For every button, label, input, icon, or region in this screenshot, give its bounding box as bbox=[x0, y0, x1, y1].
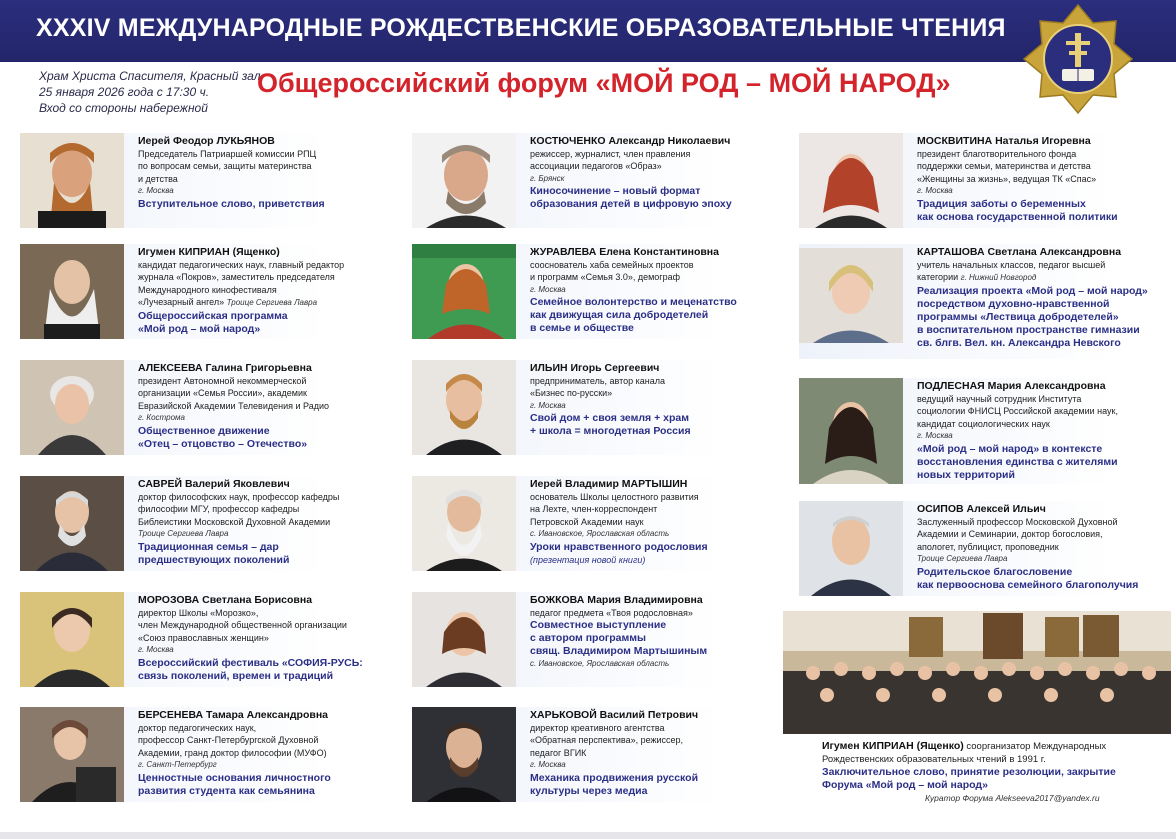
speaker-name: Иерей Владимир МАРТЫШИН bbox=[530, 478, 688, 490]
speaker-desc bbox=[917, 271, 1171, 285]
speaker-photo bbox=[20, 244, 124, 339]
speaker-desc: президент благотворительного фонда bbox=[917, 148, 1077, 159]
speaker-name: Иерей Феодор ЛУКЬЯНОВ bbox=[138, 135, 275, 147]
header-bar bbox=[0, 0, 1176, 62]
speaker-desc: Заслуженный профессор Московской Духовной bbox=[917, 516, 1118, 527]
speaker-topic: с автором программы bbox=[530, 632, 647, 644]
speaker-city: г. Москва bbox=[917, 431, 953, 440]
speaker-card bbox=[20, 133, 380, 228]
speaker-desc: поддержки семьи, материнства и детства bbox=[917, 161, 1091, 171]
speaker-topic: Уроки нравственного родословия bbox=[530, 540, 708, 553]
speaker-desc: кандидат педагогических наук, главный редактор bbox=[138, 259, 345, 270]
speaker-desc: ассоциации педагогов «Образ» bbox=[530, 161, 662, 171]
speaker-photo bbox=[20, 360, 124, 455]
speaker-topic: развития студента как семьянина bbox=[138, 784, 315, 797]
speaker-name: ХАРЬКОВОЙ Василий Петрович bbox=[530, 709, 699, 721]
speaker-name: МОРОЗОВА Светлана Борисовна bbox=[138, 594, 313, 606]
closing-speaker-name: Игумен КИПРИАН (Ященко) bbox=[822, 740, 964, 752]
speaker-topic: связь поколений, времен и традиций bbox=[138, 669, 334, 682]
speaker-desc: Евразийской Академии Телевидения и Радио bbox=[138, 400, 330, 411]
speaker-note: (презентация новой книги) bbox=[530, 554, 646, 565]
speaker-city: г. Кострома bbox=[138, 413, 185, 422]
speaker-name: САВРЕЙ Валерий Яковлевич bbox=[138, 478, 290, 490]
speaker-name: БЕРСЕНЕВА Тамара Александровна bbox=[138, 709, 329, 721]
speaker-topic: Киносочинение – новый формат bbox=[530, 185, 701, 197]
speaker-desc: журнала «Покров», заместитель председателя bbox=[138, 272, 335, 282]
speaker-desc: апологет, публицист, проповедник bbox=[917, 541, 1059, 552]
speaker-city: г. Москва bbox=[530, 400, 566, 410]
speaker-city: г. Нижний Новгород bbox=[960, 273, 1037, 282]
speaker-topic: св. блгв. Вел. кн. Александра Невского bbox=[917, 336, 1121, 349]
speaker-desc: и детства bbox=[138, 173, 178, 184]
speaker-desc-part: категории bbox=[917, 272, 959, 282]
speaker-name: Игумен КИПРИАН (Ященко) bbox=[138, 246, 280, 258]
speaker-topic: + школа = многодетная Россия bbox=[530, 425, 691, 437]
speaker-topic: Ценностные основания личностного bbox=[138, 771, 331, 784]
speaker-card bbox=[412, 592, 777, 687]
speaker-card bbox=[412, 360, 777, 455]
speaker-topic: Семейное волонтерство и меценатство bbox=[530, 296, 737, 308]
speaker-city: г. Москва bbox=[530, 760, 566, 769]
speaker-topic: как первооснова семейного благополучия bbox=[917, 578, 1139, 591]
speaker-name: ПОДЛЕСНАЯ Мария Александровна bbox=[917, 380, 1106, 392]
speaker-name: ИЛЬИН Игорь Сергеевич bbox=[530, 362, 660, 374]
speaker-desc: предприниматель, автор канала bbox=[530, 375, 665, 386]
venue-date: 25 января 2026 года с 17:30 ч. bbox=[39, 85, 210, 99]
speaker-topic: «Мой род – мой народ» bbox=[138, 322, 261, 335]
speaker-photo bbox=[20, 592, 124, 687]
closing-topic: Форума «Мой род – мой народ» bbox=[822, 779, 988, 791]
speaker-card bbox=[20, 244, 380, 339]
speaker-desc: доктор философских наук, профессор кафедры bbox=[138, 491, 340, 502]
speaker-topic: Традиция заботы о беременных bbox=[917, 197, 1086, 210]
speaker-photo bbox=[412, 244, 516, 339]
speaker-desc: Академии, гранд доктор философии (МУФО) bbox=[138, 747, 327, 758]
speaker-topic: предшествующих поколений bbox=[138, 553, 290, 566]
speaker-photo bbox=[799, 248, 903, 343]
speaker-topic: Всероссийский фестиваль «СОФИЯ-РУСЬ: bbox=[138, 656, 363, 669]
speaker-desc: Международного кинофестиваля bbox=[138, 284, 277, 295]
curator-contact: Куратор Форума Alekseeva2017@yandex.ru bbox=[925, 793, 1100, 803]
speaker-city: г. Брянск bbox=[530, 173, 565, 183]
speaker-desc: «Женщины за жизнь», ведущая ТК «Спас» bbox=[917, 173, 1097, 184]
speaker-name: КОСТЮЧЕНКО Александр Николаевич bbox=[530, 135, 731, 147]
speaker-photo bbox=[20, 133, 124, 228]
speaker-topic: Традиционная семья – дар bbox=[138, 540, 279, 553]
speaker-desc: философии МГУ, профессор кафедры bbox=[138, 504, 300, 514]
speaker-topic: Свой дом + своя земля + храм bbox=[530, 412, 690, 424]
venue-entrance: Вход со стороны набережной bbox=[39, 101, 208, 115]
speaker-name: ОСИПОВ Алексей Ильич bbox=[917, 503, 1046, 515]
speaker-card bbox=[412, 707, 777, 802]
speaker-desc: кандидат социологических наук bbox=[917, 418, 1050, 429]
speaker-desc: «Союз православных женщин» bbox=[138, 632, 269, 643]
speaker-desc: Библеистики Московской Духовной Академии bbox=[138, 516, 331, 527]
speaker-photo bbox=[20, 707, 124, 802]
readings-emblem-logo bbox=[1022, 3, 1134, 115]
speaker-city: Троице Сергиева Лавра bbox=[226, 298, 318, 307]
speaker-card bbox=[412, 244, 777, 339]
speaker-card bbox=[412, 133, 777, 228]
forum-title: Общероссийский форум «МОЙ РОД – МОЙ НАРОД» bbox=[257, 68, 951, 98]
speaker-topic: в воспитательном пространстве гимназии bbox=[917, 323, 1140, 336]
speaker-city: г. Москва bbox=[530, 284, 566, 294]
speaker-desc: социологии ФНИСЦ Российской академии наук, bbox=[917, 406, 1118, 416]
speaker-topic: Общероссийская программа bbox=[138, 309, 288, 322]
speaker-desc: профессор Санкт-Петербургской Духовной bbox=[138, 735, 319, 745]
speaker-card bbox=[20, 592, 380, 687]
speaker-card bbox=[799, 244, 1171, 359]
speaker-desc: президент Автономной некоммерческой bbox=[138, 375, 307, 386]
speaker-card bbox=[799, 501, 1171, 596]
speaker-desc: на Лехте, член-корреспондент bbox=[530, 504, 658, 514]
speaker-topic: Вступительное слово, приветствия bbox=[138, 197, 325, 210]
speaker-desc-extra: «Лучезарный ангел» bbox=[138, 297, 225, 307]
speaker-desc: Петровской Академии наук bbox=[530, 516, 644, 527]
speaker-name: ЖУРАВЛЕВА Елена Константиновна bbox=[530, 246, 719, 258]
speaker-topic: Совместное выступление bbox=[530, 619, 667, 631]
speaker-photo bbox=[412, 592, 516, 687]
speaker-desc: и программ «Семья 3.0», демограф bbox=[530, 272, 681, 282]
speaker-city: г. Москва bbox=[138, 645, 174, 654]
speaker-name: МОСКВИТИНА Наталья Игоревна bbox=[917, 135, 1091, 147]
speaker-photo bbox=[799, 501, 903, 596]
footer-strip bbox=[0, 832, 1176, 839]
speaker-desc: режиссер, журналист, член правления bbox=[530, 148, 691, 159]
speaker-topic: программы «Лествица добродетелей» bbox=[917, 310, 1119, 323]
closing-speaker bbox=[822, 740, 1172, 753]
speaker-card bbox=[412, 476, 777, 571]
speaker-topic: посредством духовно-нравственной bbox=[917, 297, 1110, 310]
speaker-desc: учитель начальных классов, педагог высшей bbox=[917, 259, 1106, 270]
speaker-topic: восстановления единства с жителями bbox=[917, 455, 1118, 468]
speaker-desc: директор Школы «Морозко», bbox=[138, 607, 259, 618]
speaker-photo bbox=[799, 133, 903, 228]
speaker-name: КАРТАШОВА Светлана Александровна bbox=[917, 246, 1122, 258]
speaker-desc: педагог предмета «Твоя родословная» bbox=[530, 607, 693, 618]
speaker-topic: новых территорий bbox=[917, 468, 1015, 481]
speaker-photo bbox=[20, 476, 124, 571]
speaker-desc: по вопросам семьи, защиты материнства bbox=[138, 161, 312, 171]
speaker-topic: Родительское благословение bbox=[917, 565, 1073, 578]
venue-line: Храм Христа Спасителя, Красный зал bbox=[39, 69, 261, 83]
speaker-topic: Общественное движение bbox=[138, 424, 270, 437]
speaker-photo bbox=[412, 476, 516, 571]
closing-block bbox=[822, 740, 1172, 792]
venue-info bbox=[39, 68, 260, 116]
speaker-city: г. Москва bbox=[917, 186, 953, 195]
speaker-desc: Академии и Семинарии, доктор богословия, bbox=[917, 529, 1103, 539]
speaker-card bbox=[20, 707, 380, 802]
speaker-topic: как движущая сила добродетелей bbox=[530, 309, 709, 321]
speaker-photo bbox=[799, 378, 903, 484]
speaker-desc: директор креативного агентства bbox=[530, 722, 665, 733]
speaker-photo bbox=[412, 360, 516, 455]
speaker-city: с. Ивановское, Ярославская область bbox=[530, 529, 670, 538]
group-photo bbox=[783, 611, 1171, 734]
speaker-city: с. Ивановское, Ярославская область bbox=[530, 659, 670, 668]
speaker-desc: организации «Семья России», академик bbox=[138, 388, 307, 398]
speaker-city: Троице Сергиева Лавра bbox=[917, 554, 1008, 563]
speaker-desc: сооснователь хаба семейных проектов bbox=[530, 259, 694, 270]
speaker-desc: основатель Школы целостного развития bbox=[530, 491, 699, 502]
speaker-name: БОЖКОВА Мария Владимировна bbox=[530, 594, 703, 606]
speaker-desc: доктор педагогических наук, bbox=[138, 722, 257, 733]
closing-desc: соорганизатор Международных bbox=[963, 741, 1107, 752]
speaker-topic: Механика продвижения русской bbox=[530, 771, 699, 784]
speaker-topic: в семье и обществе bbox=[530, 322, 634, 334]
speaker-desc: педагог ВГИК bbox=[530, 747, 587, 758]
speaker-desc: «Бизнес по-русски» bbox=[530, 388, 613, 398]
speaker-topic: Реализация проекта «Мой род – мой народ» bbox=[917, 284, 1148, 297]
speaker-card bbox=[799, 133, 1171, 228]
speaker-topic: как основа государственной политики bbox=[917, 210, 1118, 223]
speaker-topic: «Мой род – мой народ» в контексте bbox=[917, 442, 1103, 455]
speaker-desc: ведущий научный сотрудник Института bbox=[917, 393, 1082, 404]
speaker-desc bbox=[138, 296, 380, 310]
speaker-desc: член Международной общественной организации bbox=[138, 620, 347, 630]
speaker-card bbox=[20, 360, 380, 455]
speaker-city: Троице Сергиева Лавра bbox=[138, 529, 229, 538]
speaker-photo bbox=[412, 133, 516, 228]
page-title: XXXIV МЕЖДУНАРОДНЫЕ РОЖДЕСТВЕНСКИЕ ОБРАЗОВАТЕЛЬНЫЕ ЧТЕНИЯ bbox=[36, 14, 1006, 42]
closing-topic: Заключительное слово, принятие резолюции, закрытие bbox=[822, 766, 1116, 778]
speaker-desc: «Обратная перспектива», режиссер, bbox=[530, 735, 684, 745]
speaker-topic: образования детей в цифровую эпоху bbox=[530, 198, 732, 210]
speaker-card bbox=[799, 378, 1171, 484]
closing-desc: Рождественских образовательных чтений в 1991 г. bbox=[822, 754, 1046, 765]
speaker-photo bbox=[412, 707, 516, 802]
speaker-city: г. Санкт-Петербург bbox=[138, 760, 217, 769]
speaker-city: г. Москва bbox=[138, 186, 174, 195]
speaker-topic: культуры через медиа bbox=[530, 784, 648, 797]
speaker-name: АЛЕКСЕЕВА Галина Григорьевна bbox=[138, 362, 312, 374]
speaker-card bbox=[20, 476, 380, 571]
speaker-topic: свящ. Владимиром Мартышиным bbox=[530, 645, 708, 657]
speaker-desc: Председатель Патриаршей комиссии РПЦ bbox=[138, 148, 317, 159]
speaker-topic: «Отец – отцовство – Отечество» bbox=[138, 437, 308, 450]
